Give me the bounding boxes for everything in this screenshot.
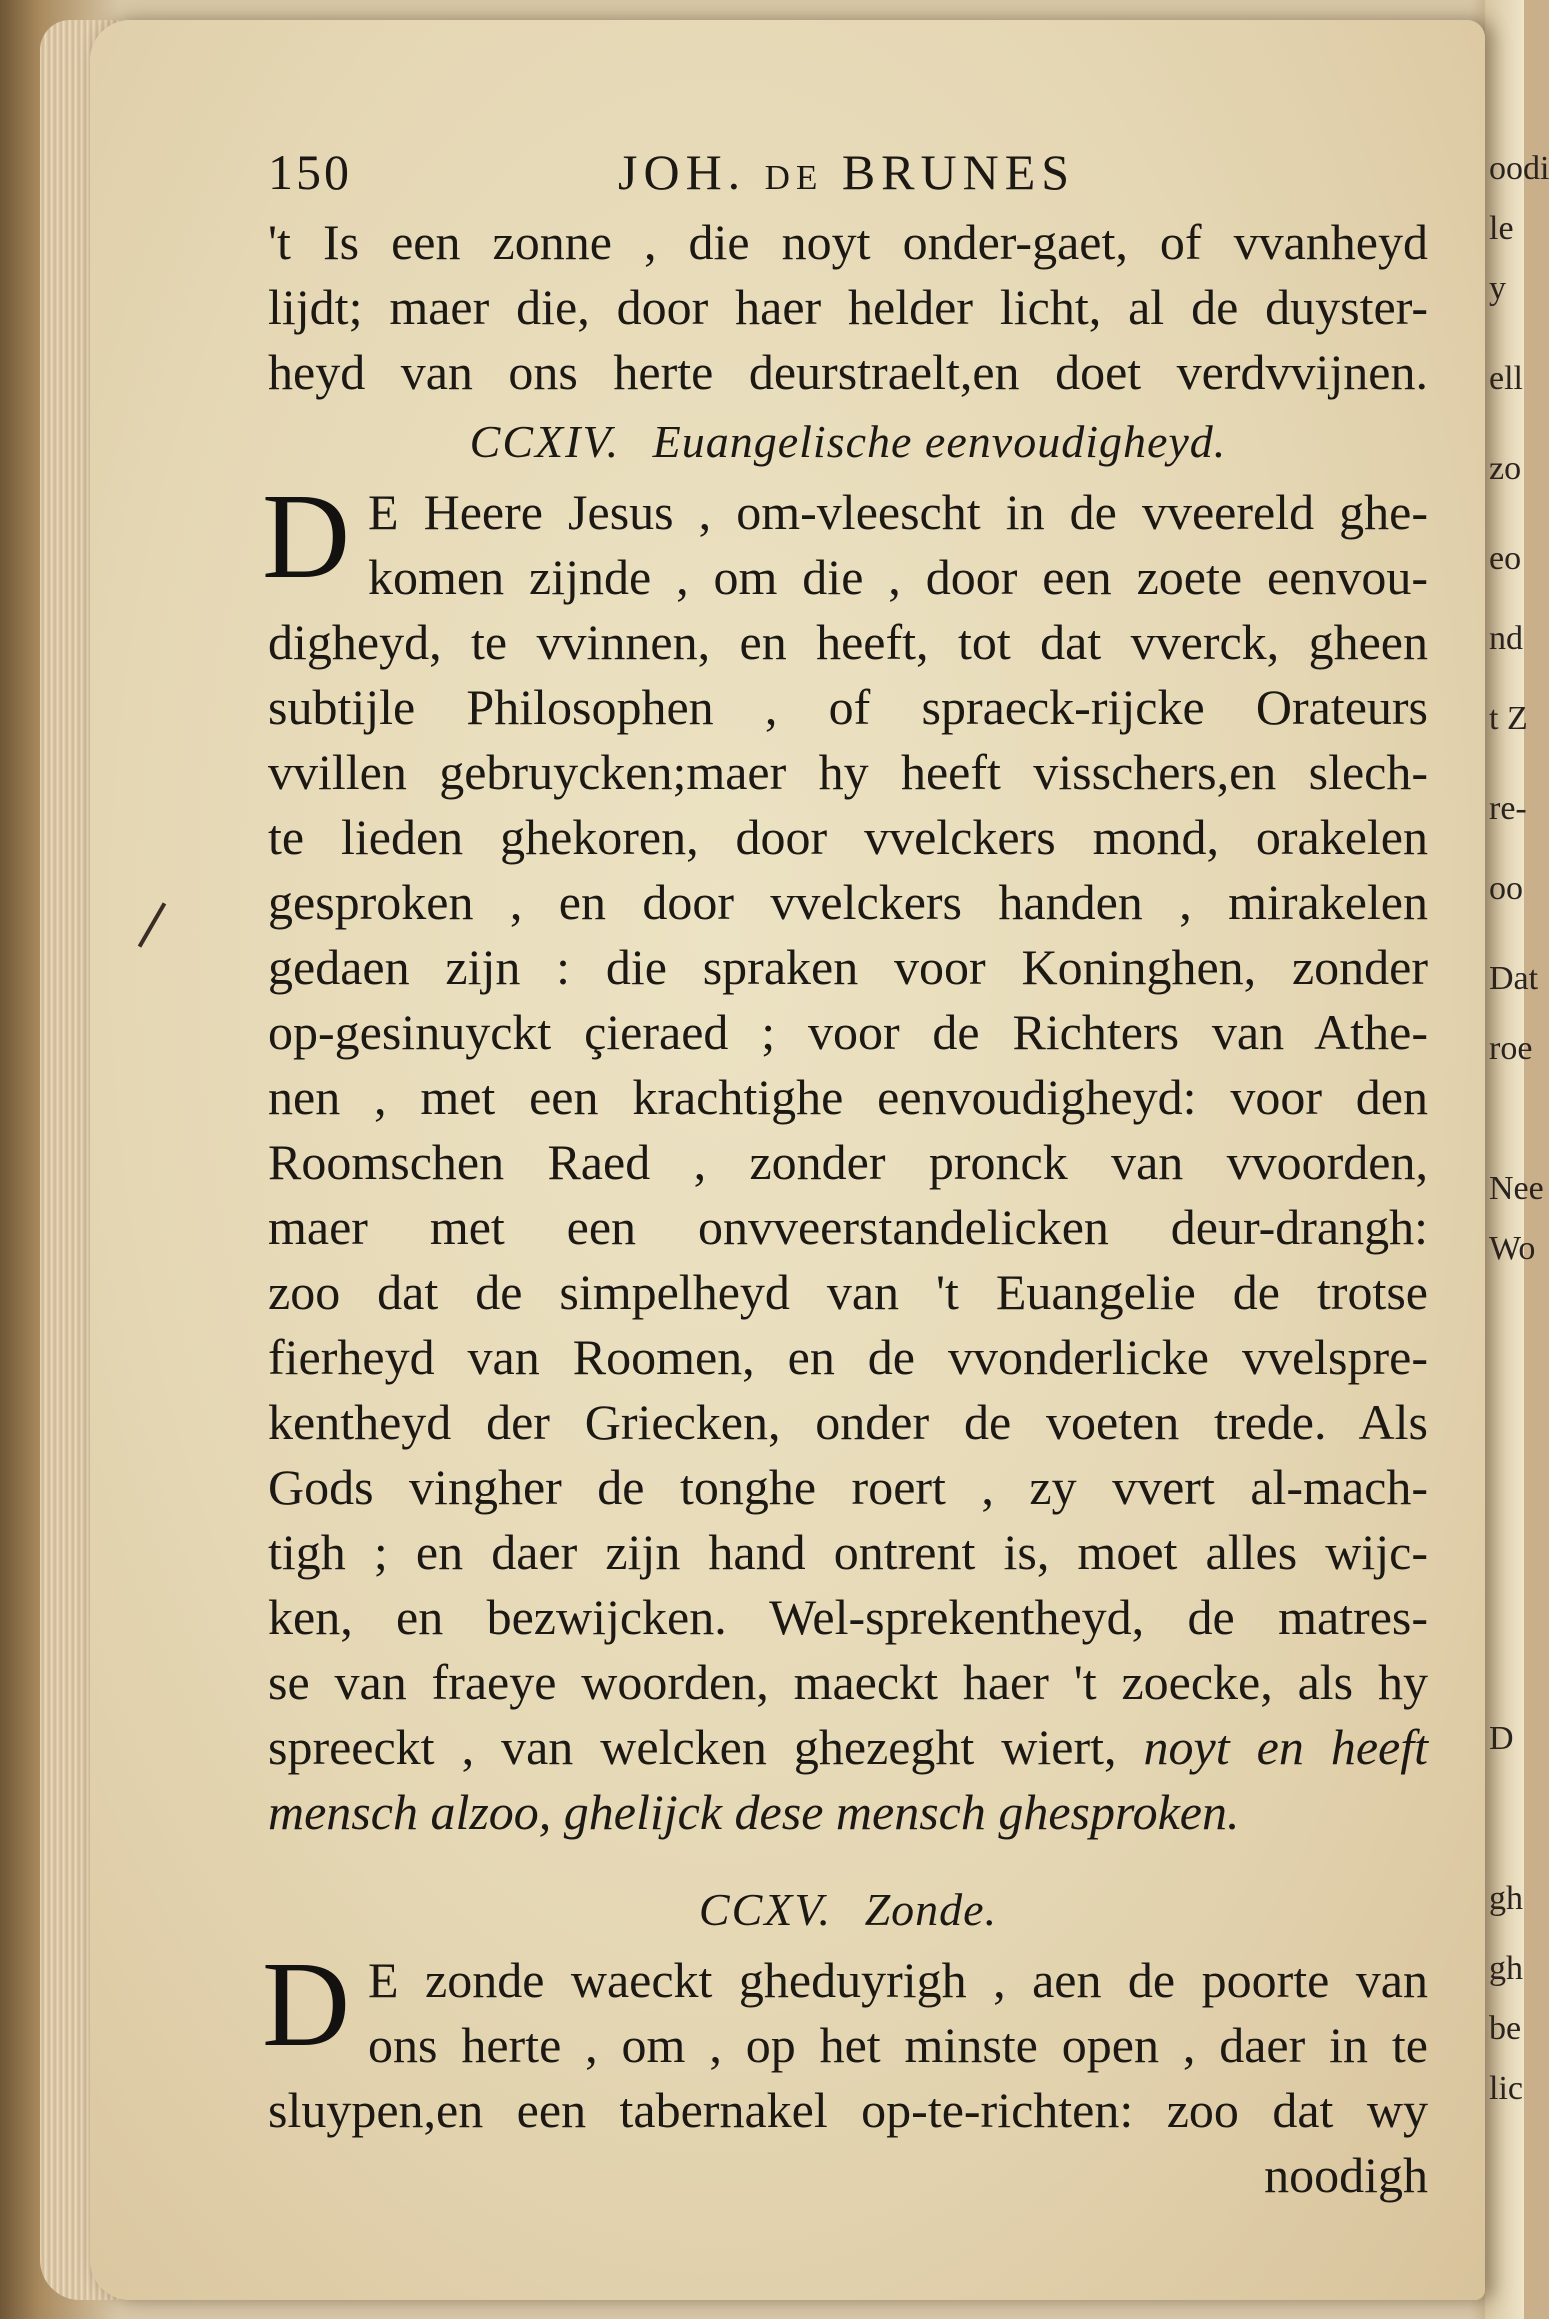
text-line: ken, en bezwijcken. Wel-sprekentheyd, de matres- [268, 1589, 1428, 1645]
facing-page-text: ell [1489, 360, 1523, 397]
text-line: nen , met een krachtighe eenvoudigheyd: voor den [268, 1069, 1428, 1125]
text-fragment: spreeckt , van welcken ghezeght wiert, [268, 1719, 1117, 1775]
text-line: sluypen,en een tabernakel op-te-richten: zoo dat wy [268, 2082, 1428, 2138]
facing-page-text: le [1489, 210, 1514, 247]
text-line: lijdt; maer die, door haer helder licht, al de duyster- [268, 279, 1428, 335]
text-line: zoo dat de simpelheyd van 't Euangelie de trotse [268, 1264, 1428, 1320]
italic-quote-line: mensch alzoo, ghelijck dese mensch ghesproken. [268, 1784, 1240, 1840]
drop-cap: D [262, 469, 351, 604]
text-line: op-gesinuyckt çieraed ; voor de Richters van Athe- [268, 1004, 1428, 1060]
text-line: heyd van ons herte deurstraelt,en doet verdvvijnen. [268, 344, 1428, 400]
text-line: fierheyd van Roomen, en de vvonderlicke vvelspre- [268, 1329, 1428, 1385]
facing-page-text: re- [1489, 790, 1527, 827]
section-title: Zonde. [864, 1884, 998, 1935]
text-line: subtijle Philosophen , of spraeck-rijcke Orateurs [268, 679, 1428, 735]
text-line: se van fraeye woorden, maeckt haer 't zoecke, als hy [268, 1654, 1428, 1710]
text-line: maer met een onvveerstandelicken deur-drangh: [268, 1199, 1428, 1255]
text-line: komen zijnde , om die , door een zoete eenvou- [368, 549, 1428, 605]
facing-page-text: gh [1489, 1880, 1523, 1917]
facing-page-text: oodi [1489, 150, 1549, 187]
facing-page-text: t Z [1489, 700, 1528, 737]
facing-page-text: be [1489, 2010, 1522, 2047]
section-heading-ccxv [268, 1877, 1428, 1942]
text-line: tigh ; en daer zijn hand ontrent is, moet alles wijc- [268, 1524, 1428, 1580]
section-title: Euangelische eenvoudigheyd. [652, 416, 1227, 467]
text-line: ons herte , om , op het minste open , daer in te [368, 2017, 1428, 2073]
page-number: 150 [268, 144, 352, 200]
facing-page-text: nd [1489, 620, 1523, 657]
facing-page-fragment [1485, 0, 1549, 2319]
page-text [262, 140, 1428, 2208]
text-line: vvillen gebruycken;maer hy heeft visschers,en slech- [268, 744, 1428, 800]
italic-fragment: noyt en heeft [1143, 1719, 1428, 1775]
text-line: kentheyd der Griecken, onder de voeten trede. Als [268, 1394, 1428, 1450]
facing-page-text: gh [1489, 1950, 1523, 1987]
facing-page-text: Wo [1489, 1230, 1536, 1267]
facing-page-text: roe [1489, 1030, 1533, 1067]
section-heading-ccxiv [268, 409, 1428, 474]
section-number: CCXIV. [469, 416, 621, 467]
text-line: te lieden ghekoren, door vvelckers mond, orakelen [268, 809, 1428, 865]
spacer [268, 1845, 1428, 1873]
facing-page-text: Nee [1489, 1170, 1544, 1207]
text-line: 't Is een zonne , die noyt onder-gaet, of vvanheyd [268, 214, 1428, 270]
section-number: CCXV. [698, 1884, 833, 1935]
facing-page-text: oo [1489, 870, 1523, 907]
running-head [268, 140, 1428, 210]
facing-page-text: zo [1489, 450, 1522, 487]
section-body-ccxiv [262, 469, 1428, 1845]
facing-page-text: eo [1489, 540, 1522, 577]
facing-page-text: lic [1489, 2070, 1523, 2107]
facing-page-text: Dat [1489, 960, 1539, 997]
text-line: Roomschen Raed , zonder pronck van vvoorden, [268, 1134, 1428, 1190]
text-line: gedaen zijn : die spraken voor Koninghen, zonder [268, 939, 1428, 995]
text-line: Gods vingher de tonghe roert , zy vvert al-mach- [268, 1459, 1428, 1515]
text-line: E zonde waeckt gheduyrigh , aen de poorte van [368, 1952, 1428, 2008]
catchword: noodigh [1264, 2147, 1428, 2203]
running-title: JOH. de BRUNES [618, 144, 1076, 200]
text-line: digheyd, te vvinnen, en heeft, tot dat vverck, gheen [268, 614, 1428, 670]
drop-cap: D [262, 1937, 351, 2072]
text-line: gesproken , en door vvelckers handen , mirakelen [268, 874, 1428, 930]
section-body-ccxv [262, 1937, 1428, 2208]
text-line-mixed [268, 1715, 1428, 1780]
facing-page-text: D [1489, 1720, 1514, 1757]
text-line: E Heere Jesus , om-vleescht in de vveereld ghe- [368, 484, 1428, 540]
facing-page-text: y [1489, 270, 1506, 307]
